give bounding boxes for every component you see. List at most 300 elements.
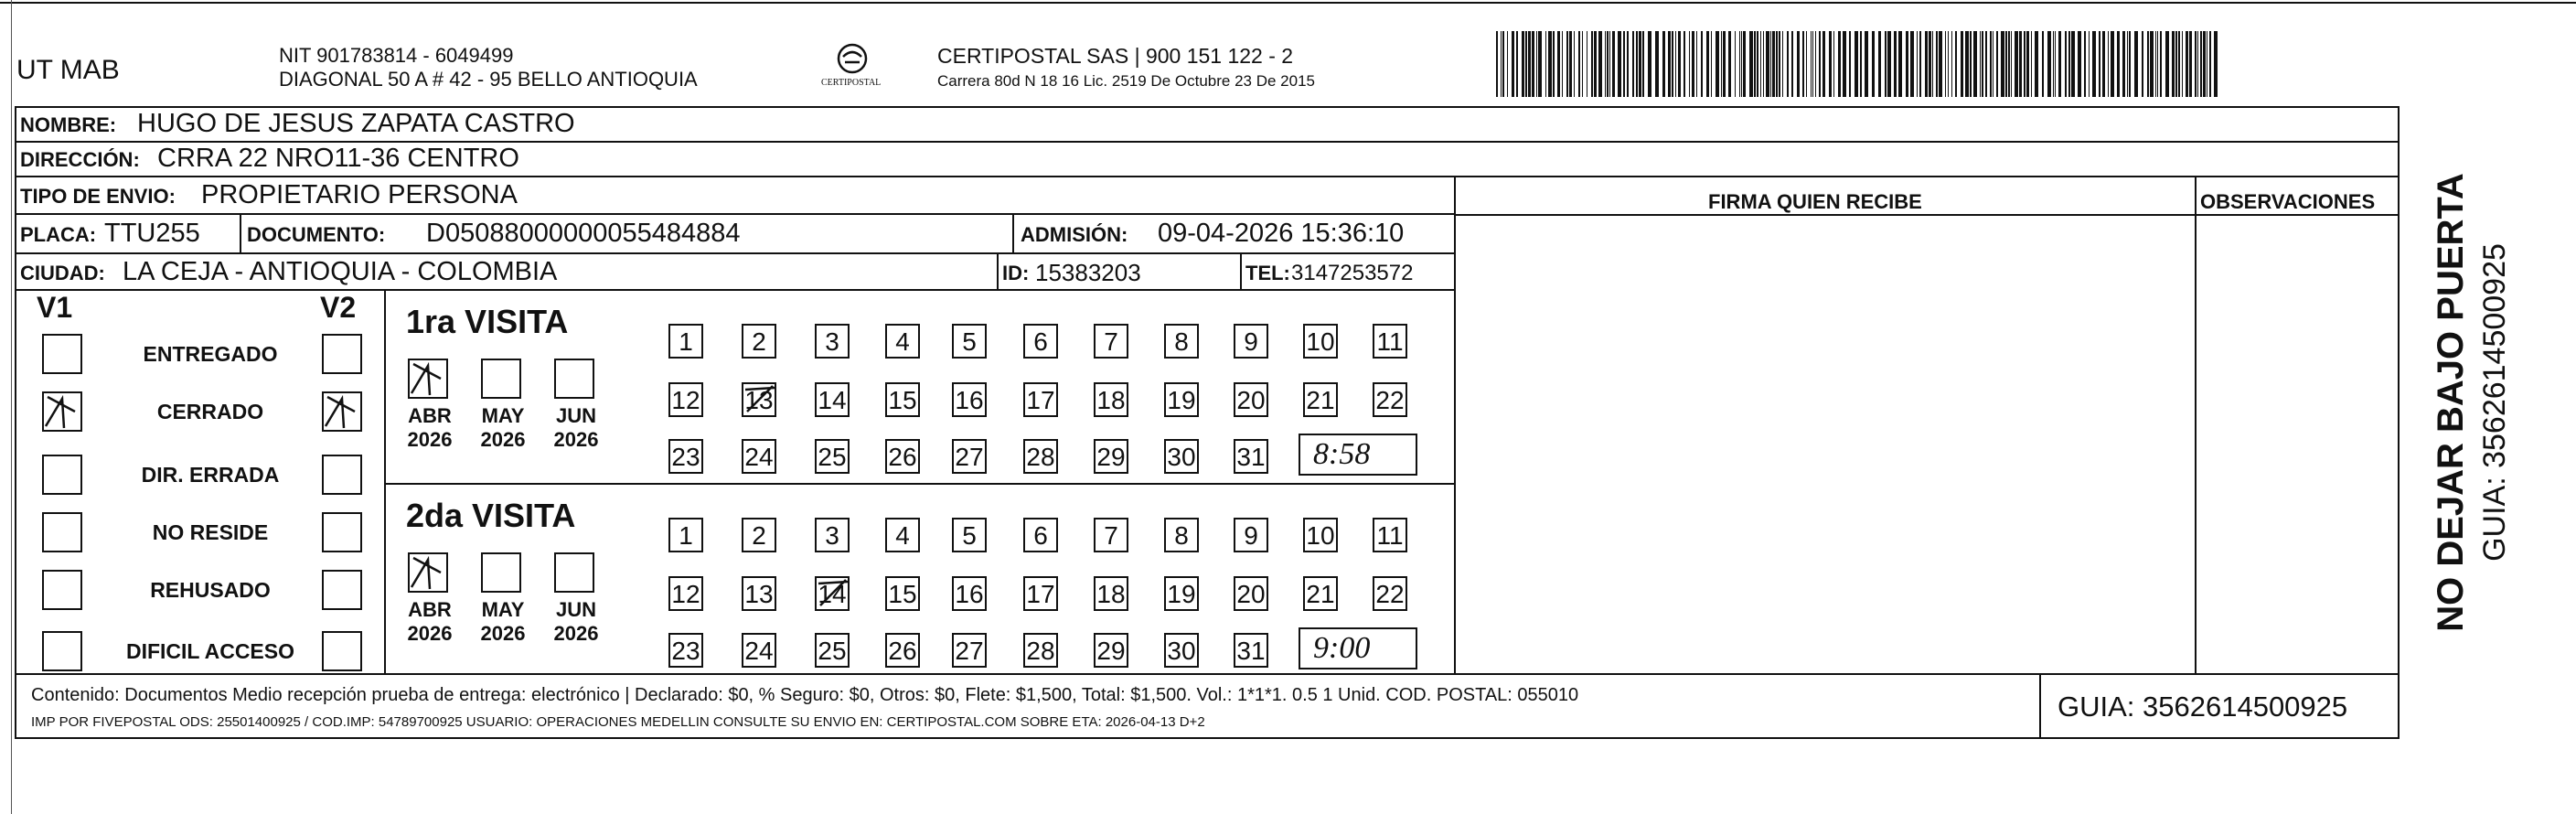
barcode-bar	[1849, 31, 1851, 97]
day-box[interactable]: 6	[1023, 324, 1058, 359]
barcode-bar	[1910, 31, 1914, 97]
barcode-bar	[2157, 31, 2158, 97]
month-checkbox[interactable]	[408, 359, 448, 399]
day-box[interactable]: 3	[815, 518, 850, 552]
barcode-bar	[1735, 31, 1736, 97]
time-box[interactable]	[1299, 627, 1417, 669]
courier-license: Carrera 80d N 18 16 Lic. 2519 De Octubre 23 De 2015	[937, 72, 1315, 90]
contenido-line: Contenido: Documentos Medio recepción prueba de entrega: electrónico | Declarado: $0, % Seguro: $0, Otros: $0, Flete: $1,500, Total: $1,500. Vol.: 1*1*1. 0.5 1 Unid. COD. POSTAL: 055010	[31, 685, 1579, 705]
guia-side: GUIA: 3562614500925	[2477, 243, 2512, 562]
barcode-bar	[1574, 31, 1575, 97]
barcode-bar	[1522, 31, 1524, 97]
barcode-bar	[1838, 31, 1841, 97]
barcode-bar	[1980, 31, 1981, 97]
day-box[interactable]: 1	[668, 324, 703, 359]
day-box[interactable]: 4	[885, 324, 920, 359]
barcode-bar	[1815, 31, 1816, 97]
nombre-label: NOMBRE:	[20, 113, 117, 136]
barcode-bar	[1528, 31, 1531, 97]
visit-title: 2da VISITA	[406, 497, 576, 534]
status-label: NO RESIDE	[152, 520, 269, 544]
guia-footer: GUIA: 3562614500925	[2058, 691, 2348, 723]
barcode-bar	[1562, 31, 1563, 97]
admision-value: 09-04-2026 15:36:10	[1158, 219, 1405, 248]
barcode-bar	[1548, 31, 1552, 97]
barcode-bar	[1982, 31, 1983, 97]
barcode-bar	[1721, 31, 1722, 97]
day-box[interactable]: 24	[742, 439, 776, 474]
barcode-bar	[2031, 31, 2032, 97]
barcode-bar	[1569, 31, 1572, 97]
month-year: 2026	[407, 622, 453, 645]
barcode-bar	[1887, 31, 1891, 97]
barcode-bar	[1945, 31, 1946, 97]
tipo-envio-label: TIPO DE ENVIO:	[20, 185, 176, 208]
day-box[interactable]: 12	[668, 576, 703, 611]
day-box[interactable]: 4	[885, 518, 920, 552]
day-box[interactable]: 7	[1094, 324, 1128, 359]
day-box[interactable]: 18	[1094, 576, 1128, 611]
barcode-bar	[2092, 31, 2096, 97]
day-box[interactable]: 13	[742, 382, 776, 417]
day-box[interactable]: 17	[1023, 576, 1058, 611]
barcode-bar	[2053, 31, 2054, 97]
v1-checkbox[interactable]	[42, 391, 82, 432]
day-box[interactable]: 22	[1373, 576, 1407, 611]
day-box[interactable]: 12	[668, 382, 703, 417]
visit-title: 1ra VISITA	[406, 303, 569, 340]
barcode-bar	[1525, 31, 1527, 97]
barcode-bar	[1925, 31, 1928, 97]
barcode-bar	[2200, 31, 2202, 97]
month-name: ABR	[408, 404, 452, 427]
day-box[interactable]: 19	[1164, 576, 1199, 611]
barcode-bar	[1872, 31, 1875, 97]
no-dejar-bajo-puerta: NO DEJAR BAJO PUERTA	[2431, 173, 2471, 632]
impresion-line: IMP POR FIVEPOSTAL ODS: 25501400925 / COD.IMP: 54789700925 USUARIO: OPERACIONES MEDELLIN CONSULTE SU ENVIO EN: CERTIPOSTAL.COM SOBRE ETA: 2026-04-13 D+2	[31, 714, 1205, 730]
barcode-bar	[1865, 31, 1868, 97]
barcode-bar	[1770, 31, 1771, 97]
barcode-bar	[1917, 31, 1918, 97]
barcode-bar	[1763, 31, 1764, 97]
barcode-bar	[1648, 31, 1651, 97]
barcode-bar	[1939, 31, 1942, 97]
barcode-bar	[1929, 31, 1931, 97]
barcode-bar	[1936, 31, 1938, 97]
barcode-bar	[1961, 31, 1963, 97]
barcode-bar	[2195, 31, 2197, 97]
left-edge	[11, 0, 12, 814]
v1-checkbox[interactable]	[42, 455, 82, 495]
barcode-bar	[1885, 31, 1887, 97]
day-box[interactable]: 3	[815, 324, 850, 359]
barcode-bar	[1802, 31, 1804, 97]
barcode-bar	[1582, 31, 1583, 97]
barcode-bar	[2015, 31, 2018, 97]
day-box[interactable]: 18	[1094, 382, 1128, 417]
barcode-bar	[1696, 31, 1697, 97]
documento-value: D05088000000055484884	[426, 219, 741, 248]
barcode-bar	[2186, 31, 2188, 97]
day-box[interactable]: 10	[1303, 518, 1338, 552]
day-box[interactable]: 21	[1303, 382, 1338, 417]
v2-checkbox[interactable]	[322, 391, 362, 432]
admision-label: ADMISIÓN:	[1021, 223, 1128, 246]
barcode-bar	[1553, 31, 1555, 97]
v2-checkbox[interactable]	[322, 631, 362, 671]
barcode-bar	[1894, 31, 1897, 97]
barcode-bar	[1754, 31, 1756, 97]
barcode-bar	[2102, 31, 2105, 97]
barcode-bar	[1878, 31, 1881, 97]
day-box[interactable]: 8	[1164, 518, 1199, 552]
barcode-bar	[2084, 31, 2086, 97]
day-box[interactable]: 23	[668, 633, 703, 668]
barcode-bar	[1951, 31, 1952, 97]
day-box[interactable]: 9	[1234, 518, 1268, 552]
barcode-bar	[1578, 31, 1580, 97]
tel-value: 3147253572	[1291, 261, 1414, 285]
barcode-bar	[1743, 31, 1746, 97]
direccion-value: CRRA 22 NRO11-36 CENTRO	[157, 144, 519, 173]
v2-checkbox[interactable]	[322, 570, 362, 610]
barcode-bar	[2068, 31, 2070, 97]
barcode-bar	[2058, 31, 2061, 97]
month-year: 2026	[480, 428, 526, 451]
barcode-bar	[2127, 31, 2128, 97]
barcode-bar	[1502, 31, 1504, 97]
day-box[interactable]: 8	[1164, 324, 1199, 359]
barcode-bar	[1609, 31, 1610, 97]
barcode-bar	[2165, 31, 2169, 97]
barcode-bar	[1618, 31, 1621, 97]
day-box[interactable]: 27	[952, 633, 987, 668]
barcode-bar	[2047, 31, 2051, 97]
barcode-bar	[1683, 31, 1685, 97]
barcode-bar	[1496, 31, 1498, 97]
barcode-bar	[1833, 31, 1834, 97]
day-box[interactable]: 19	[1164, 382, 1199, 417]
month-name: JUN	[555, 404, 596, 427]
barcode-bar	[1932, 31, 1933, 97]
barcode-bar	[1501, 31, 1502, 97]
barcode-bar	[1757, 31, 1758, 97]
barcode-bar	[1855, 31, 1858, 97]
day-box[interactable]: 29	[1094, 439, 1128, 474]
month-checkbox[interactable]	[481, 359, 521, 399]
barcode-bar	[1689, 31, 1690, 97]
day-box[interactable]: 7	[1094, 518, 1128, 552]
tel-label: TEL:	[1245, 262, 1290, 284]
barcode-bar	[2071, 31, 2075, 97]
barcode-bar	[1791, 31, 1793, 97]
day-box[interactable]: 2	[742, 324, 776, 359]
day-box[interactable]: 20	[1234, 382, 1268, 417]
barcode-bar	[1985, 31, 1987, 97]
day-box[interactable]: 2	[742, 518, 776, 552]
day-box[interactable]: 24	[742, 633, 776, 668]
barcode-bar	[2134, 31, 2138, 97]
barcode-bar	[2019, 31, 2022, 97]
barcode-bar	[1906, 31, 1908, 97]
day-box[interactable]: 28	[1023, 633, 1058, 668]
barcode-bar	[2099, 31, 2100, 97]
month-checkbox[interactable]	[554, 359, 594, 399]
tipo-envio-value: PROPIETARIO PERSONA	[201, 180, 518, 209]
day-box[interactable]: 1	[668, 518, 703, 552]
barcode-bar	[2172, 31, 2175, 97]
barcode-bar	[1538, 31, 1542, 97]
barcode-bar	[1627, 31, 1629, 97]
barcode-bar	[1898, 31, 1902, 97]
barcode-bar	[1779, 31, 1780, 97]
barcode-bar	[1955, 31, 1957, 97]
barcode-bar	[1996, 31, 1998, 97]
month-year: 2026	[480, 622, 526, 645]
v1-header: V1	[37, 291, 73, 324]
day-box[interactable]: 5	[952, 324, 987, 359]
month-name: ABR	[408, 598, 452, 621]
day-box[interactable]: 28	[1023, 439, 1058, 474]
barcode-bar	[1706, 31, 1709, 97]
barcode-bar	[1711, 31, 1712, 97]
barcode-bar	[1919, 31, 1921, 97]
v2-checkbox[interactable]	[322, 512, 362, 552]
company-nit: NIT 901783814 - 6049499	[279, 44, 514, 67]
barcode-bar	[1594, 31, 1597, 97]
day-box[interactable]: 17	[1023, 382, 1058, 417]
barcode-bar	[2042, 31, 2044, 97]
barcode-bar	[2117, 31, 2120, 97]
month-year: 2026	[553, 428, 599, 451]
barcode-bar	[1668, 31, 1671, 97]
id-value: 15383203	[1035, 259, 1141, 286]
barcode-bar	[2111, 31, 2114, 97]
day-box[interactable]: 10	[1303, 324, 1338, 359]
barcode-bar	[2175, 31, 2177, 97]
month-name: MAY	[481, 404, 525, 427]
direccion-label: DIRECCIÓN:	[20, 148, 140, 171]
month-name: JUN	[555, 598, 596, 621]
barcode-bar	[1819, 31, 1821, 97]
day-box[interactable]: 15	[885, 576, 920, 611]
company-name: UT MAB	[16, 55, 120, 85]
day-box[interactable]: 26	[885, 439, 920, 474]
barcode-bar	[2150, 31, 2154, 97]
v2-header: V2	[320, 291, 357, 324]
month-checkbox[interactable]	[481, 552, 521, 593]
day-box[interactable]: 14	[815, 576, 850, 611]
barcode-bar	[1973, 31, 1977, 97]
v1-checkbox[interactable]	[42, 512, 82, 552]
status-label: DIR. ERRADA	[141, 463, 280, 487]
barcode-bar	[1678, 31, 1681, 97]
ciudad-value: LA CEJA - ANTIOQUIA - COLOMBIA	[123, 257, 558, 286]
day-box[interactable]: 25	[815, 439, 850, 474]
day-box[interactable]: 30	[1164, 439, 1199, 474]
barcode-bar	[1860, 31, 1862, 97]
company-address: DIAGONAL 50 A # 42 - 95 BELLO ANTIOQUIA	[279, 68, 698, 91]
v1-checkbox[interactable]	[42, 570, 82, 610]
barcode-bar	[1970, 31, 1972, 97]
barcode-bar	[1692, 31, 1694, 97]
day-box[interactable]: 6	[1023, 518, 1058, 552]
barcode-bar	[1766, 31, 1769, 97]
barcode-bar	[2214, 31, 2218, 97]
barcode-bar	[1675, 31, 1676, 97]
barcode-bar	[2147, 31, 2149, 97]
barcode-bar	[1822, 31, 1825, 97]
barcode-bar	[1655, 31, 1659, 97]
barcode-bar	[1739, 31, 1740, 97]
placa-value: TTU255	[104, 219, 200, 248]
barcode-bar	[1990, 31, 1992, 97]
day-box[interactable]: 26	[885, 633, 920, 668]
barcode-bar	[2065, 31, 2067, 97]
barcode-bar	[1516, 31, 1518, 97]
barcode	[1496, 31, 2223, 97]
barcode-bar	[1612, 31, 1615, 97]
day-box[interactable]: 29	[1094, 633, 1128, 668]
barcode-bar	[2001, 31, 2004, 97]
handwritten-time: 9:00	[1313, 631, 1371, 665]
barcode-bar	[2203, 31, 2206, 97]
barcode-bar	[2008, 31, 2010, 97]
barcode-bar	[1545, 31, 1546, 97]
day-box[interactable]: 21	[1303, 576, 1338, 611]
barcode-bar	[1829, 31, 1832, 97]
barcode-bar	[1623, 31, 1625, 97]
month-year: 2026	[407, 428, 453, 451]
barcode-bar	[1632, 31, 1634, 97]
firma-header: FIRMA QUIEN RECIBE	[1708, 190, 1922, 213]
barcode-bar	[1812, 31, 1813, 97]
barcode-bar	[2035, 31, 2038, 97]
barcode-bar	[2005, 31, 2007, 97]
day-box[interactable]: 16	[952, 382, 987, 417]
barcode-bar	[1965, 31, 1969, 97]
barcode-bar	[1797, 31, 1800, 97]
top-edge	[0, 2, 2576, 4]
documento-label: DOCUMENTO:	[247, 223, 386, 246]
barcode-bar	[2142, 31, 2143, 97]
barcode-bar	[1605, 31, 1606, 97]
day-box[interactable]: 25	[815, 633, 850, 668]
day-box[interactable]: 11	[1373, 324, 1407, 359]
v2-checkbox[interactable]	[322, 455, 362, 495]
barcode-bar	[1723, 31, 1726, 97]
day-box[interactable]: 5	[952, 518, 987, 552]
barcode-bar	[2026, 31, 2029, 97]
day-box[interactable]: 13	[742, 576, 776, 611]
nombre-value: HUGO DE JESUS ZAPATA CASTRO	[137, 109, 575, 138]
day-box[interactable]: 31	[1234, 633, 1268, 668]
certipostal-logo: CERTIPOSTAL	[816, 40, 889, 101]
barcode-bar	[1843, 31, 1846, 97]
barcode-bar	[2182, 31, 2183, 97]
month-name: MAY	[481, 598, 525, 621]
v1-checkbox[interactable]	[42, 631, 82, 671]
barcode-bar	[2178, 31, 2180, 97]
barcode-bar	[2108, 31, 2109, 97]
barcode-bar	[2089, 31, 2090, 97]
barcode-bar	[2155, 31, 2156, 97]
time-box[interactable]	[1299, 434, 1417, 476]
month-checkbox[interactable]	[554, 552, 594, 593]
barcode-bar	[1701, 31, 1703, 97]
v1-checkbox[interactable]	[42, 334, 82, 374]
v2-checkbox[interactable]	[322, 334, 362, 374]
barcode-bar	[1636, 31, 1638, 97]
day-box[interactable]: 23	[668, 439, 703, 474]
barcode-bar	[1598, 31, 1602, 97]
barcode-bar	[2209, 31, 2211, 97]
month-year: 2026	[553, 622, 599, 645]
courier-name: CERTIPOSTAL SAS | 900 151 122 - 2	[937, 44, 1294, 68]
month-checkbox[interactable]	[408, 552, 448, 593]
day-box[interactable]: 16	[952, 576, 987, 611]
day-box[interactable]: 30	[1164, 633, 1199, 668]
barcode-bar	[1782, 31, 1783, 97]
day-box[interactable]: 9	[1234, 324, 1268, 359]
handwritten-time: 8:58	[1313, 437, 1371, 471]
barcode-bar	[1642, 31, 1644, 97]
status-label: DIFICIL ACCESO	[125, 639, 294, 663]
barcode-bar	[1806, 31, 1807, 97]
placa-label: PLACA:	[20, 223, 97, 246]
day-box[interactable]: 11	[1373, 518, 1407, 552]
day-box[interactable]: 14	[815, 382, 850, 417]
barcode-bar	[1566, 31, 1568, 97]
day-box[interactable]: 31	[1234, 439, 1268, 474]
barcode-bar	[1776, 31, 1778, 97]
barcode-bar	[1672, 31, 1673, 97]
day-box[interactable]: 20	[1234, 576, 1268, 611]
status-label: CERRADO	[156, 400, 264, 423]
status-label: REHUSADO	[150, 578, 271, 602]
barcode-bar	[1760, 31, 1761, 97]
barcode-bar	[2129, 31, 2131, 97]
barcode-bar	[2011, 31, 2012, 97]
barcode-bar	[1607, 31, 1609, 97]
barcode-bar	[1749, 31, 1753, 97]
barcode-bar	[1728, 31, 1731, 97]
barcode-bar	[1591, 31, 1593, 97]
status-label: ENTREGADO	[143, 342, 278, 366]
barcode-bar	[1948, 31, 1949, 97]
day-box[interactable]: 22	[1373, 382, 1407, 417]
observaciones-header: OBSERVACIONES	[2200, 190, 2376, 213]
barcode-bar	[1507, 31, 1508, 97]
barcode-bar	[1772, 31, 1775, 97]
ciudad-label: CIUDAD:	[20, 262, 105, 284]
barcode-bar	[1716, 31, 1719, 97]
barcode-bar	[2024, 31, 2026, 97]
barcode-bar	[2122, 31, 2125, 97]
barcode-bar	[2160, 31, 2162, 97]
day-box[interactable]: 15	[885, 382, 920, 417]
id-label: ID:	[1002, 262, 1030, 284]
barcode-bar	[2055, 31, 2056, 97]
barcode-bar	[2189, 31, 2192, 97]
day-box[interactable]: 27	[952, 439, 987, 474]
barcode-bar	[1639, 31, 1641, 97]
barcode-bar	[2197, 31, 2198, 97]
barcode-bar	[1536, 31, 1537, 97]
barcode-bar	[2078, 31, 2081, 97]
barcode-bar	[1787, 31, 1789, 97]
barcode-bar	[1532, 31, 1534, 97]
